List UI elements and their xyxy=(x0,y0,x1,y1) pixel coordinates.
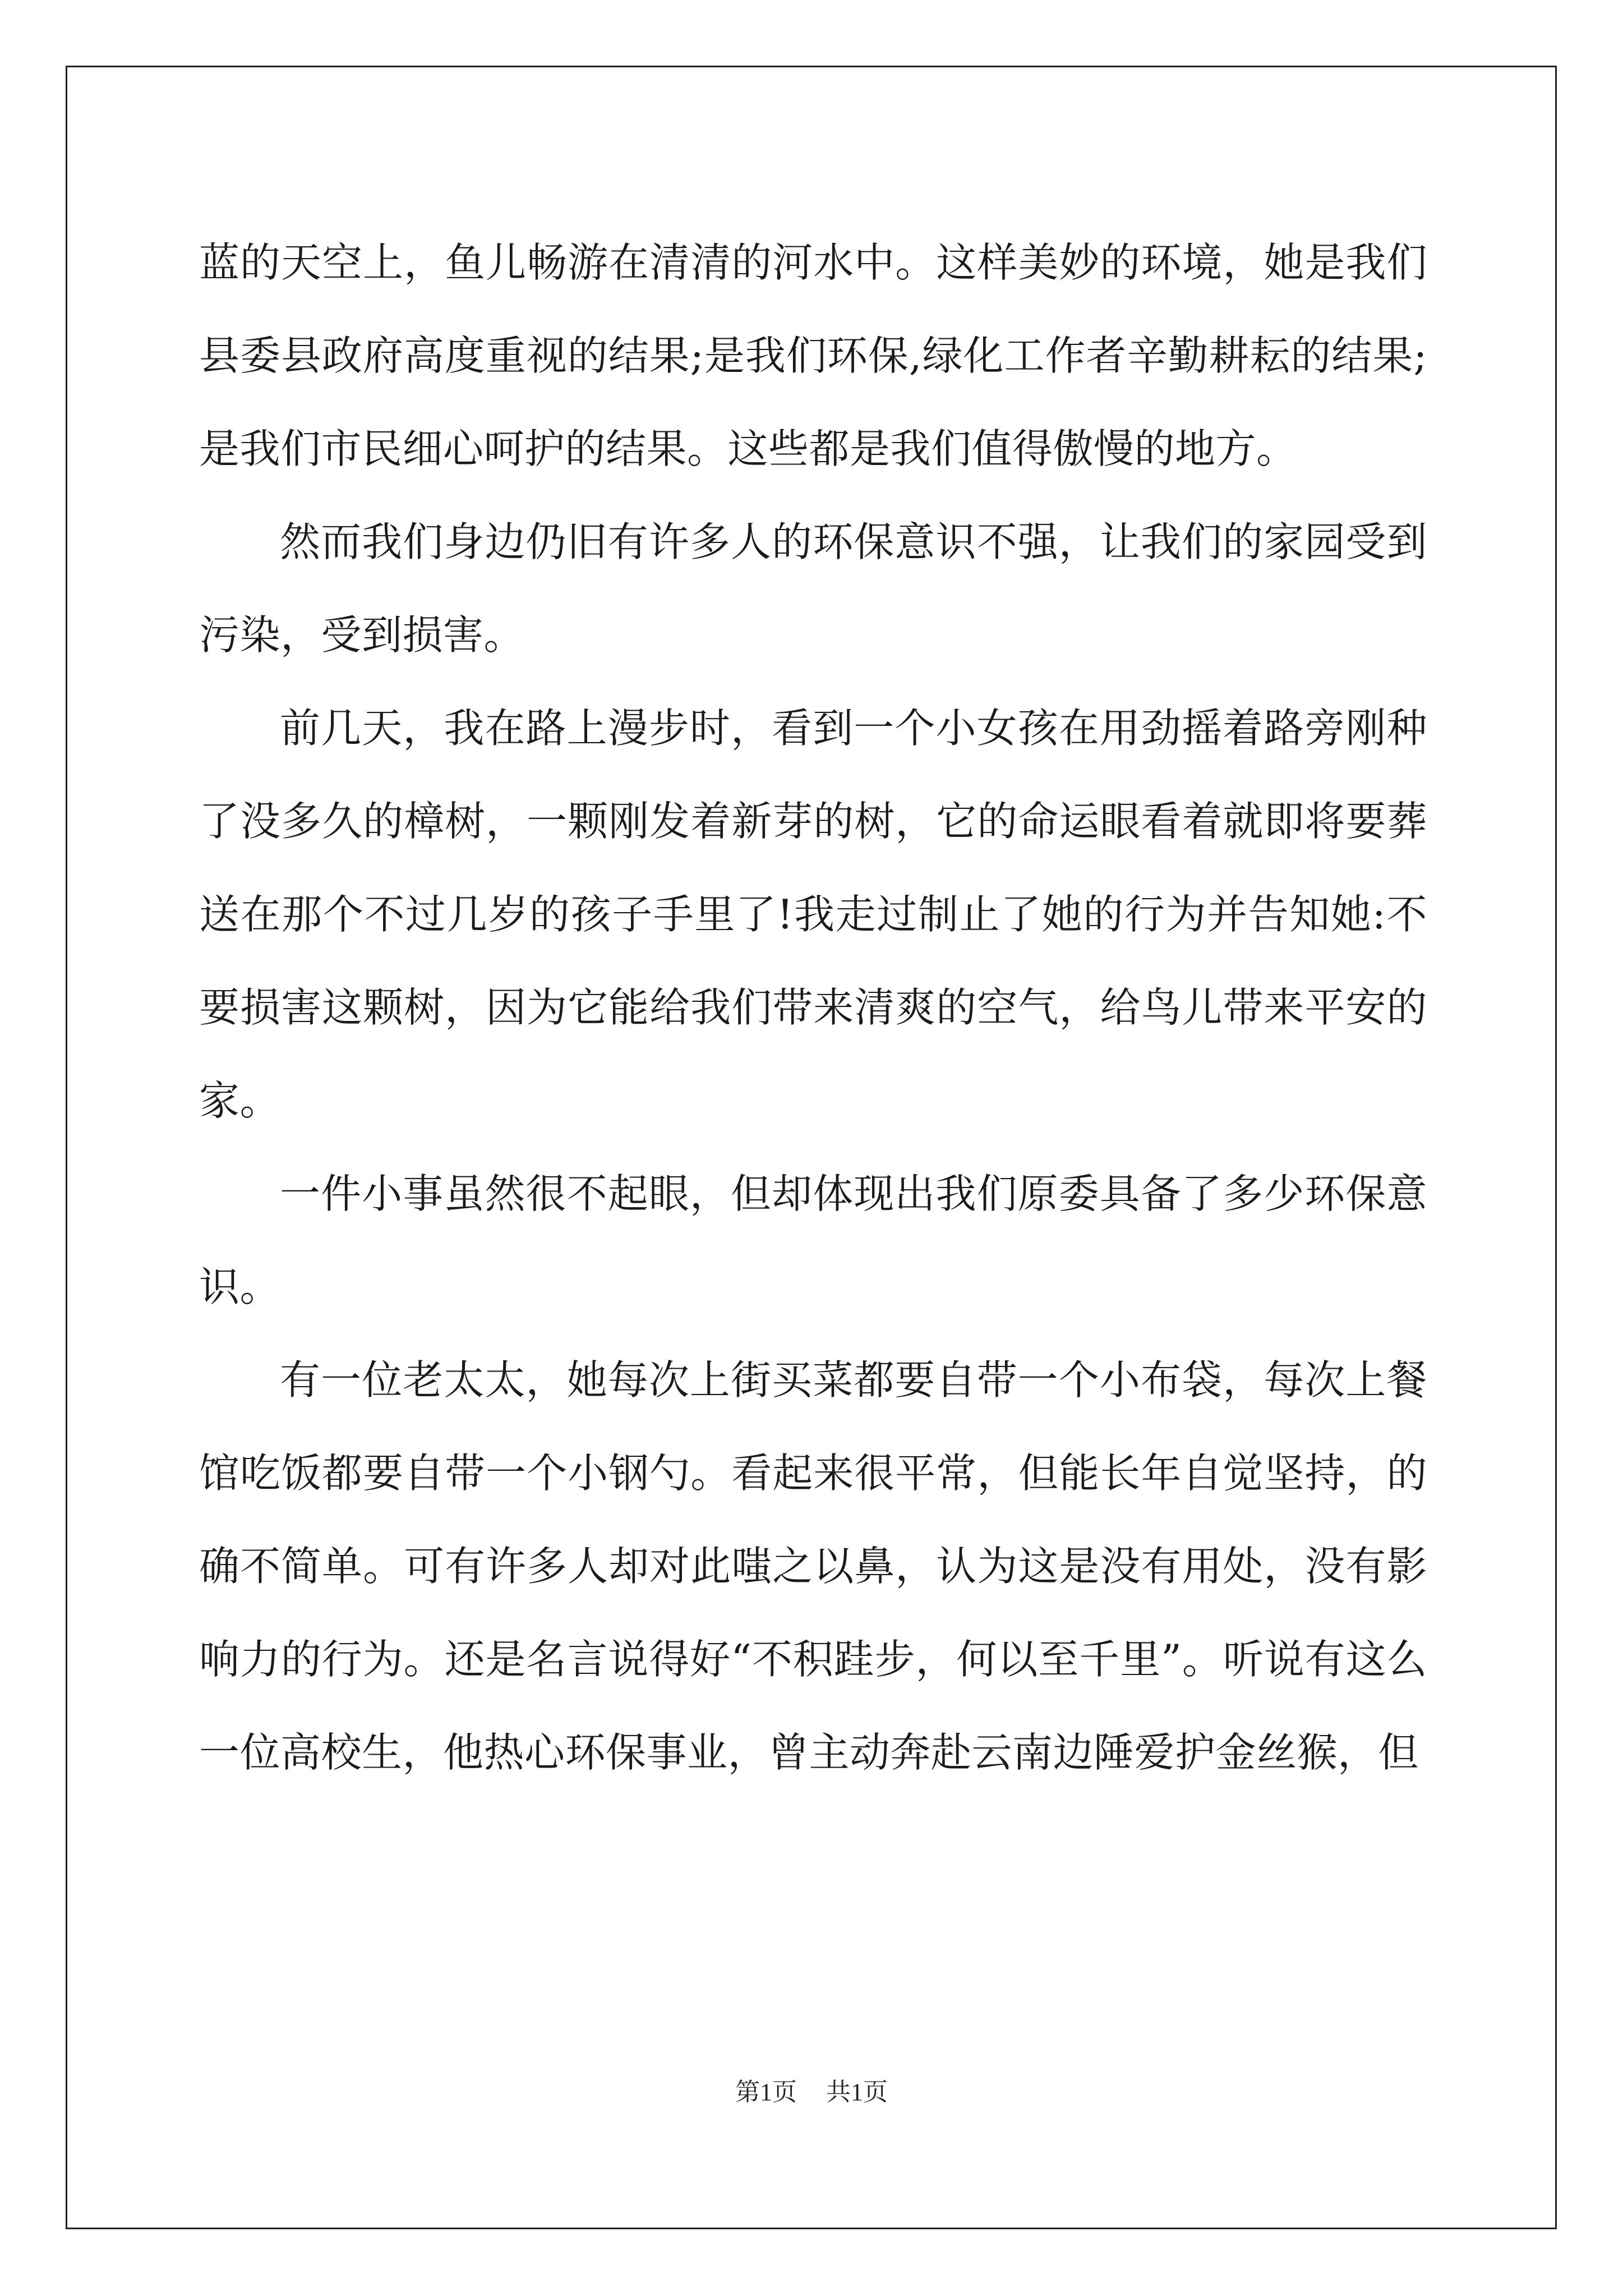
paragraph: 然而我们身边仍旧有许多人的环保意识不强，让我们的家园受到污染，受到损害。 xyxy=(199,518,1427,659)
page-footer xyxy=(0,2076,1623,2109)
page-total: 共1页 xyxy=(826,2078,888,2106)
paragraph: 前几天，我在路上漫步时，看到一个小女孩在用劲摇着路旁刚种了没多久的樟树，一颗刚发着新芽的树，它的命运眼看着就即将要葬送在那个不过几岁的孩子手里了!我走过制止了她的行为并告知她:不要损害这颗树，因为它能给我们带来清爽的空气，给鸟儿带来平安的家。 xyxy=(199,705,1427,1124)
page-number: 第1页 xyxy=(735,2078,797,2106)
document-body xyxy=(199,216,1427,1799)
paragraph: 有一位老太太，她每次上街买菜都要自带一个小布袋，每次上餐馆吃饭都要自带一个小钢勺。看起来很平常，但能长年自觉坚持，的确不简单。可有许多人却对此嗤之以鼻，认为这是没有用处，没有影响力的行为。还是名言说得好“不积跬步，何以至千里”。听说有这么一位高校生，他热心环保事业，曾主动奔赴云南边陲爱护金丝猴，但 xyxy=(199,1356,1427,1776)
paragraph: 蓝的天空上，鱼儿畅游在清清的河水中。这样美妙的环境，她是我们县委县政府高度重视的结果;是我们环保,绿化工作者辛勤耕耘的结果;是我们市民细心呵护的结果。这些都是我们值得傲慢的地方。 xyxy=(199,239,1427,472)
paragraph: 一件小事虽然很不起眼，但却体现出我们原委具备了多少环保意识。 xyxy=(199,1170,1427,1310)
